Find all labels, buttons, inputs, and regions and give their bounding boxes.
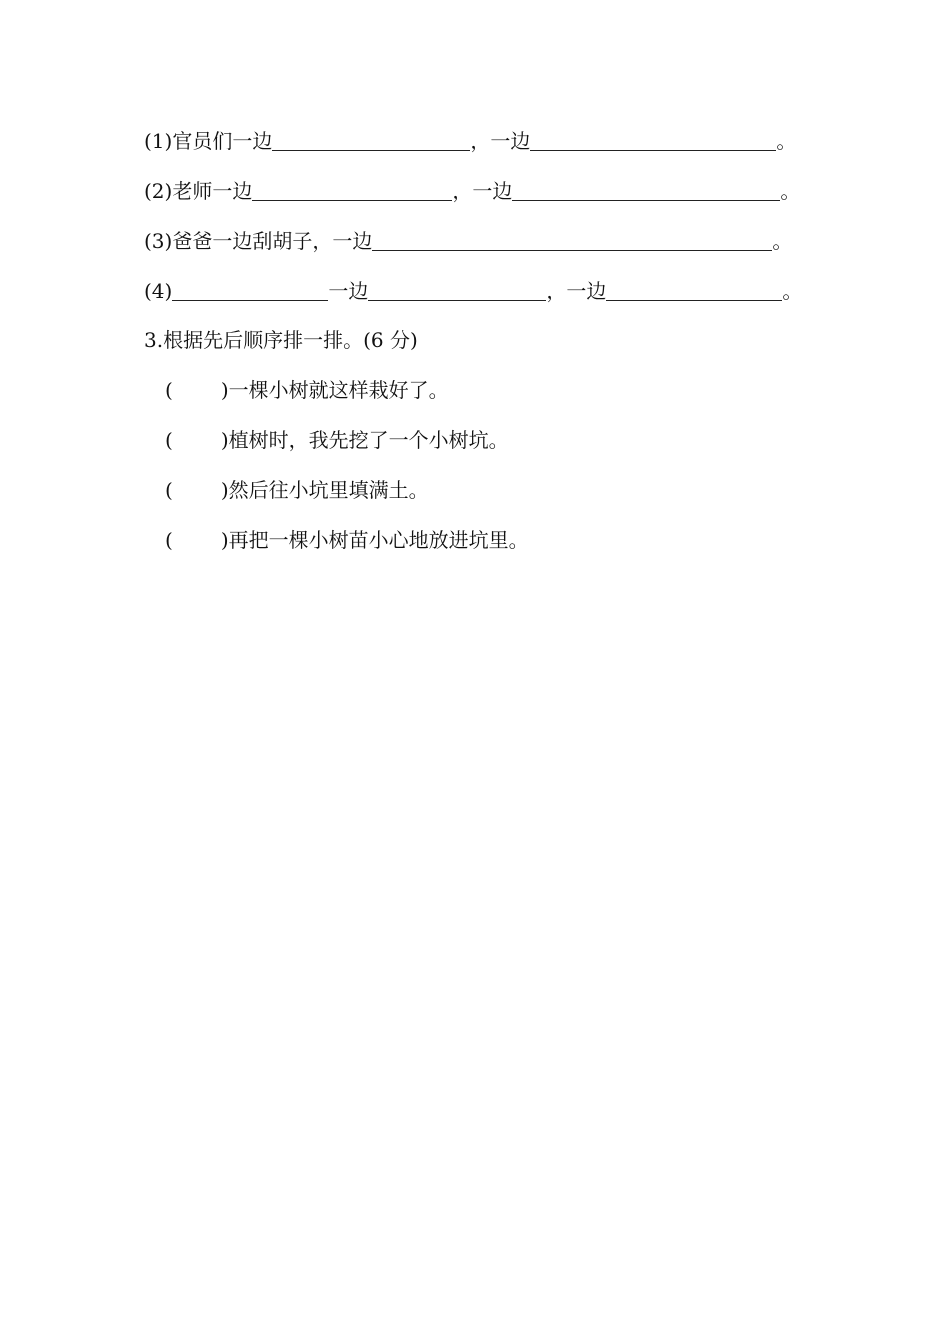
order-item-4-open-paren: ( <box>165 528 173 552</box>
line-4-blank-3[interactable] <box>606 278 782 301</box>
order-item-1 <box>165 376 449 404</box>
fill-in-line-1 <box>144 127 796 155</box>
order-item-3-close-paren: ) <box>220 478 229 502</box>
order-item-2-open-paren: ( <box>165 428 173 452</box>
line-2-mid: ，一边 <box>452 179 513 203</box>
line-2-blank-2[interactable] <box>512 178 780 201</box>
line-4-end: 。 <box>782 279 803 303</box>
line-1-end: 。 <box>776 129 797 153</box>
order-item-2-close-paren: ) <box>220 428 229 452</box>
line-1-prefix: (1)官员们一边 <box>144 129 273 153</box>
line-4-blank-1[interactable] <box>172 278 328 301</box>
line-3-prefix: (3)爸爸一边刮胡子，一边 <box>144 229 373 253</box>
order-item-4-text: 再把一棵小树苗小心地放进坑里。 <box>228 528 529 552</box>
line-4-blank-2[interactable] <box>368 278 546 301</box>
fill-in-line-2 <box>144 177 800 205</box>
line-2-prefix: (2)老师一边 <box>144 179 253 203</box>
order-item-2-text: 植树时，我先挖了一个小树坑。 <box>228 428 509 452</box>
line-2-end: 。 <box>780 179 801 203</box>
line-1-blank-2[interactable] <box>530 128 776 151</box>
order-item-3 <box>165 476 429 504</box>
line-4-mid-2: ，一边 <box>546 279 607 303</box>
section-3-title: 3.根据先后顺序排一排。(6 分) <box>144 328 418 352</box>
order-item-2 <box>165 426 509 454</box>
line-3-end: 。 <box>772 229 793 253</box>
order-item-3-open-paren: ( <box>165 478 173 502</box>
order-item-4 <box>165 526 529 554</box>
order-item-4-close-paren: ) <box>220 528 229 552</box>
line-4-prefix: (4) <box>144 279 173 303</box>
line-1-mid: ，一边 <box>470 129 531 153</box>
fill-in-line-3 <box>144 227 792 255</box>
line-1-blank-1[interactable] <box>272 128 470 151</box>
line-3-blank[interactable] <box>372 228 772 251</box>
order-item-1-close-paren: ) <box>220 378 229 402</box>
order-item-3-text: 然后往小坑里填满土。 <box>228 478 429 502</box>
fill-in-line-4 <box>144 277 802 305</box>
order-item-1-open-paren: ( <box>165 378 173 402</box>
line-4-mid-1: 一边 <box>328 279 369 303</box>
line-2-blank-1[interactable] <box>252 178 452 201</box>
order-item-1-text: 一棵小树就这样栽好了。 <box>228 378 449 402</box>
